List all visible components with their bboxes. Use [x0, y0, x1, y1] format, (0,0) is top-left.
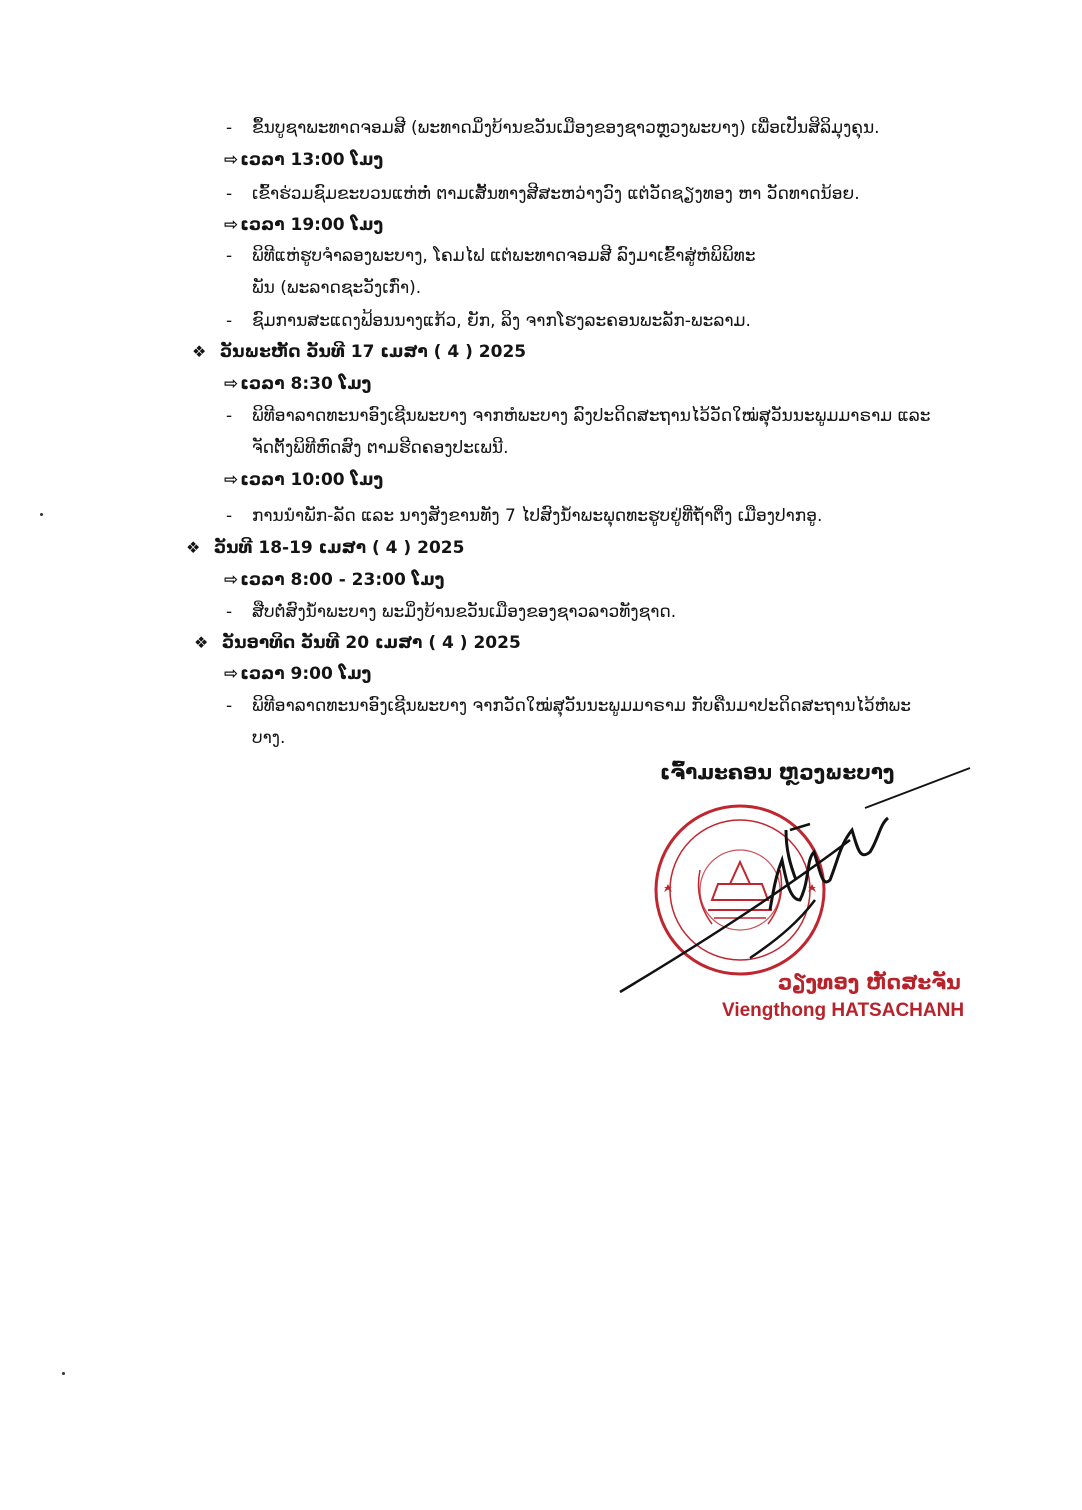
- handwritten-signature: [600, 760, 1000, 1000]
- signatory-name-latin: Viengthong HATSACHANH: [722, 1000, 965, 1021]
- scan-speck: [62, 1372, 65, 1375]
- day-heading: [192, 340, 526, 364]
- activity-line: [226, 404, 931, 428]
- arrow-right-icon: ⇨: [224, 664, 239, 684]
- activity-text: ຈັດຕັ້ງພິທີຫົດສົງ ຕາມຮີດຄອງປະເພນີ.: [252, 438, 509, 458]
- dash-marker: -: [226, 118, 233, 138]
- day-text: ວັນພະຫັດ ວັນທີ 17 ເມສາ ( 4 ) 2025: [220, 342, 527, 362]
- time-heading: [224, 568, 444, 592]
- activity-text: ການນຳພັກ-ລັດ ແລະ ນາງສັງຂານທັງ 7 ໄປສົງນ້ຳພະພຸດທະຮູບຢູ່ທີ່ຖ້ຳຕິ່ງ ເມືອງປາກອູ.: [252, 506, 823, 526]
- diamond-bullet-icon: ❖: [186, 538, 201, 557]
- day-text: ວັນທີ 18-19 ເມສາ ( 4 ) 2025: [214, 538, 465, 558]
- day-heading: [194, 631, 521, 655]
- activity-line: [226, 694, 911, 718]
- activity-line: [226, 116, 880, 140]
- time-text: ເວລາ 8:00 - 23:00 ໂມງ: [240, 570, 445, 590]
- activity-text: ພິທີອາລາດທະນາອົງເຊີນພະບາງ ຈາກວັດໃໝ່ສຸວັນນະພູມມາຣາມ ກັບຄືນມາປະດິດສະຖານໄວ້ຫໍພະ: [252, 696, 911, 716]
- time-text: ເວລາ 9:00 ໂມງ: [240, 664, 372, 684]
- activity-text: ຊົມການສະແດງຟ້ອນນາງແກ້ວ, ຍັກ, ລິງ ຈາກໂຮງລະຄອນພະລັກ-ພະລາມ.: [252, 311, 751, 331]
- activity-text: ເຂົ້າຮ່ວມຊົມຂະບວນແຫ່ຫໍ່ ຕາມເສັ້ນທາງສີສະຫວ່າງວົງ ແຕ່ວັດຊຽງທອງ ຫາ ວັດທາດນ້ອຍ.: [252, 184, 860, 204]
- day-text: ວັນອາທິດ ວັນທີ 20 ເມສາ ( 4 ) 2025: [222, 633, 521, 653]
- activity-continuation: [252, 436, 509, 460]
- day-heading: [186, 536, 464, 560]
- activity-text: ພິທີແຫ່ຮູບຈຳລອງພະບາງ, ໂຄມໄຟ ແຕ່ພະທາດຈອມສີ ລົງມາເຂົ້າສູ່ຫໍພິພິທະ: [252, 246, 756, 266]
- time-heading: [224, 213, 383, 237]
- time-heading: [224, 148, 383, 172]
- activity-line: [226, 182, 860, 206]
- time-text: ເວລາ 10:00 ໂມງ: [240, 470, 384, 490]
- arrow-right-icon: ⇨: [224, 570, 239, 590]
- scan-speck: [40, 513, 43, 516]
- activity-continuation: [252, 726, 285, 750]
- dash-marker: -: [226, 406, 233, 426]
- activity-line: [226, 504, 822, 528]
- time-text: ເວລາ 8:30 ໂມງ: [240, 374, 372, 394]
- activity-continuation: [252, 276, 421, 300]
- activity-text: ພິທີອາລາດທະນາອົງເຊີນພະບາງ ຈາກຫໍພະບາງ ລົງປະດິດສະຖານໄວ້ວັດໃໝ່ສຸວັນນະພູມມາຣາມ ແລະ: [252, 406, 931, 426]
- activity-text: ສືບຕໍ່ສົງນ້ຳພະບາງ ພະມິ່ງບ້ານຂວັນເມືອງຂອງຊາວລາວທັງຊາດ.: [252, 602, 677, 622]
- dash-marker: -: [226, 246, 233, 266]
- activity-line: [226, 600, 676, 624]
- dash-marker: -: [226, 602, 233, 622]
- signatory-title: ເຈົ້າມະຄອນ ຫຼວງພະບາງ: [660, 760, 895, 784]
- time-heading: [224, 662, 371, 686]
- signatory-name-lao: ວຽງທອງ ຫັດສະຈັນ: [778, 970, 961, 994]
- dash-marker: -: [226, 506, 233, 526]
- time-text: ເວລາ 19:00 ໂມງ: [240, 215, 384, 235]
- dash-marker: -: [226, 311, 233, 331]
- time-text: ເວລາ 13:00 ໂມງ: [240, 150, 384, 170]
- arrow-right-icon: ⇨: [224, 150, 239, 170]
- arrow-right-icon: ⇨: [224, 470, 239, 490]
- diamond-bullet-icon: ❖: [194, 633, 209, 652]
- arrow-right-icon: ⇨: [224, 215, 239, 235]
- activity-line: [226, 244, 756, 268]
- dash-marker: -: [226, 696, 233, 716]
- activity-text: ຂຶ້ນບູຊາພະທາດຈອມສີ (ພະທາດມິ່ງບ້ານຂວັນເມືອງຂອງຊາວຫຼວງພະບາງ) ເພື່ອເປັນສິລິມຸງຄຸນ.: [252, 118, 880, 138]
- dash-marker: -: [226, 184, 233, 204]
- activity-text: ບາງ.: [252, 728, 286, 748]
- time-heading: [224, 372, 371, 396]
- arrow-right-icon: ⇨: [224, 374, 239, 394]
- activity-line: [226, 309, 751, 333]
- activity-text: ພັນ (ພະລາດຊະວັງເກົ່າ).: [252, 278, 422, 298]
- diamond-bullet-icon: ❖: [192, 342, 207, 361]
- time-heading: [224, 468, 383, 492]
